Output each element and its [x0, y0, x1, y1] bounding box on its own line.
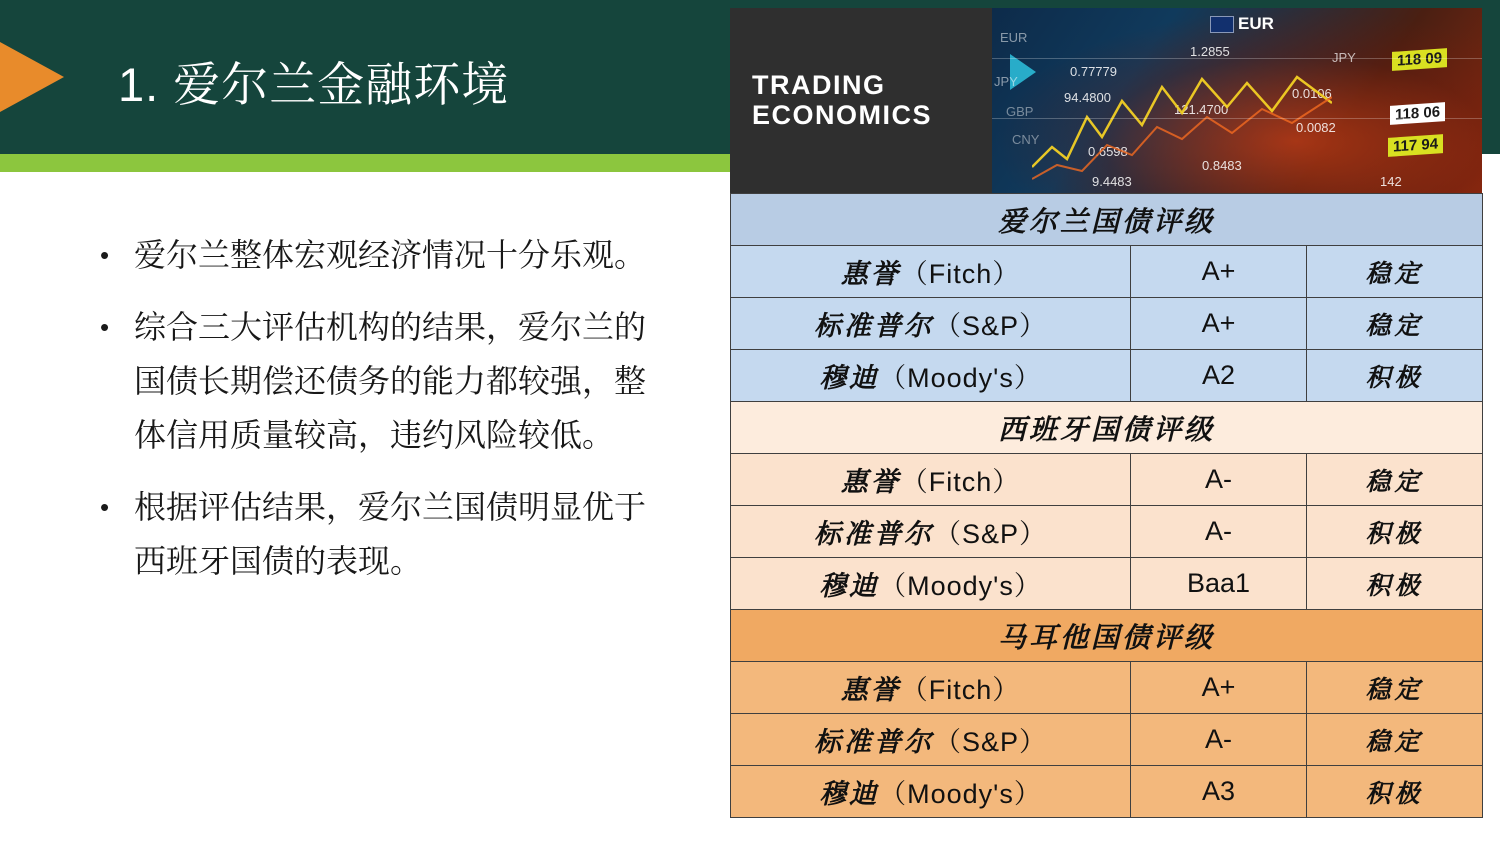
agency-name-cn: 穆迪	[819, 571, 880, 601]
agency-cell	[731, 714, 1131, 766]
table-section-header-row	[731, 402, 1483, 454]
list-item	[100, 228, 660, 282]
page-title: 1. 爱尔兰金融环境	[118, 58, 510, 111]
grade-cell: Baa1	[1131, 558, 1307, 610]
right-panel	[730, 8, 1482, 818]
banner-number-9: 9.4483	[1092, 174, 1132, 189]
banner-number-8: 0.8483	[1202, 158, 1242, 173]
banner-logo-block	[730, 8, 992, 193]
agency-cell	[731, 298, 1131, 350]
outlook-cell: 积极	[1307, 350, 1483, 402]
outlook-cell: 稳定	[1307, 662, 1483, 714]
banner-quote-box-2: 118 06	[1390, 102, 1445, 125]
agency-name-en: （S&P）	[933, 519, 1048, 549]
agency-name-cn: 标准普尔	[813, 727, 934, 757]
bullet-marker: •	[100, 492, 110, 522]
table-row	[731, 246, 1483, 298]
arrow-accent-icon	[0, 42, 64, 112]
bullet-text: 爱尔兰整体宏观经济情况十分乐观。	[134, 237, 647, 273]
agency-name-en: （S&P）	[933, 311, 1048, 341]
outlook-cell: 稳定	[1307, 246, 1483, 298]
grade-cell: A+	[1131, 662, 1307, 714]
bullet-text: 根据评估结果，爱尔兰国债明显优于西班牙国债的表现。	[134, 489, 647, 579]
list-item	[100, 300, 660, 462]
banner-number-5: 0.0082	[1296, 120, 1336, 135]
outlook-cell: 稳定	[1307, 454, 1483, 506]
outlook-cell: 积极	[1307, 506, 1483, 558]
banner-number-6: 0.0106	[1292, 86, 1332, 101]
bullet-list	[100, 228, 660, 606]
banner-label-eur-side: EUR	[1000, 30, 1028, 45]
table-row	[731, 714, 1483, 766]
bullet-text: 综合三大评估机构的结果，爱尔兰的国债长期偿还债务的能力都较强，整体信用质量较高，违约风险较低。	[134, 309, 647, 453]
eu-flag-icon	[1210, 16, 1234, 33]
banner-label-eur-top: EUR	[1238, 14, 1274, 33]
banner-market-graphic	[992, 8, 1482, 193]
agency-cell	[731, 662, 1131, 714]
market-line-chart-icon	[1032, 67, 1332, 187]
grade-cell: A-	[1131, 714, 1307, 766]
banner-quote-box-1: 118 09	[1392, 48, 1447, 71]
table-row	[731, 558, 1483, 610]
table-row	[731, 350, 1483, 402]
banner-label-jpy-right: JPY	[1332, 50, 1356, 65]
bond-ratings-table	[730, 193, 1483, 818]
table-section-header-row	[731, 610, 1483, 662]
banner-number-7: 0.6598	[1088, 144, 1128, 159]
banner-grid-line	[992, 58, 1482, 59]
outlook-cell: 稳定	[1307, 298, 1483, 350]
section-title-spain: 西班牙国债评级	[731, 402, 1483, 454]
agency-name-en: （S&P）	[933, 727, 1048, 757]
agency-name-en: （Moody's）	[879, 571, 1042, 601]
agency-name-cn: 穆迪	[819, 363, 880, 393]
grade-cell: A-	[1131, 506, 1307, 558]
agency-name-cn: 惠誉	[840, 259, 901, 289]
outlook-cell: 积极	[1307, 766, 1483, 818]
bullet-marker: •	[100, 240, 110, 270]
section-title-malta: 马耳他国债评级	[731, 610, 1483, 662]
agency-name-en: （Fitch）	[900, 467, 1021, 497]
table-row	[731, 506, 1483, 558]
banner-number-1: 0.77779	[1070, 64, 1117, 79]
banner-label-cny: CNY	[1012, 132, 1040, 147]
agency-name-cn: 惠誉	[840, 675, 901, 705]
agency-name-cn: 标准普尔	[813, 519, 934, 549]
banner-logo-line2: ECONOMICS	[752, 100, 933, 130]
agency-name-cn: 惠誉	[840, 467, 901, 497]
banner-quote-box-3: 117 94	[1388, 134, 1443, 157]
agency-name-en: （Fitch）	[900, 675, 1021, 705]
agency-cell	[731, 454, 1131, 506]
agency-cell	[731, 558, 1131, 610]
banner-logo-line1: TRADING	[752, 70, 886, 100]
bullet-marker: •	[100, 312, 110, 342]
agency-name-cn: 标准普尔	[813, 311, 934, 341]
table-row	[731, 766, 1483, 818]
list-item	[100, 480, 660, 588]
table-section-header-row	[731, 194, 1483, 246]
agency-name-cn: 穆迪	[819, 779, 880, 809]
banner-grid-line	[992, 118, 1482, 119]
section-title-ireland: 爱尔兰国债评级	[731, 194, 1483, 246]
banner-logo-text	[752, 70, 932, 130]
banner-number-4: 121.4700	[1174, 102, 1229, 117]
grade-cell: A3	[1131, 766, 1307, 818]
agency-cell	[731, 766, 1131, 818]
banner-number-10: 142	[1380, 174, 1402, 189]
banner-number-2: 94.4800	[1064, 90, 1111, 105]
outlook-cell: 积极	[1307, 558, 1483, 610]
agency-cell	[731, 246, 1131, 298]
grade-cell: A+	[1131, 298, 1307, 350]
table-row	[731, 454, 1483, 506]
agency-name-en: （Fitch）	[900, 259, 1021, 289]
grade-cell: A2	[1131, 350, 1307, 402]
trading-economics-banner	[730, 8, 1482, 193]
banner-label-gbp: GBP	[1006, 104, 1034, 119]
agency-name-en: （Moody's）	[879, 779, 1042, 809]
banner-number-3: 1.2855	[1190, 44, 1230, 59]
table-row	[731, 298, 1483, 350]
outlook-cell: 稳定	[1307, 714, 1483, 766]
agency-cell	[731, 506, 1131, 558]
title-underline-strip	[0, 154, 735, 172]
agency-cell	[731, 350, 1131, 402]
agency-name-en: （Moody's）	[879, 363, 1042, 393]
banner-label-jpy-left: JPY	[994, 74, 1018, 89]
table-row	[731, 662, 1483, 714]
grade-cell: A+	[1131, 246, 1307, 298]
grade-cell: A-	[1131, 454, 1307, 506]
